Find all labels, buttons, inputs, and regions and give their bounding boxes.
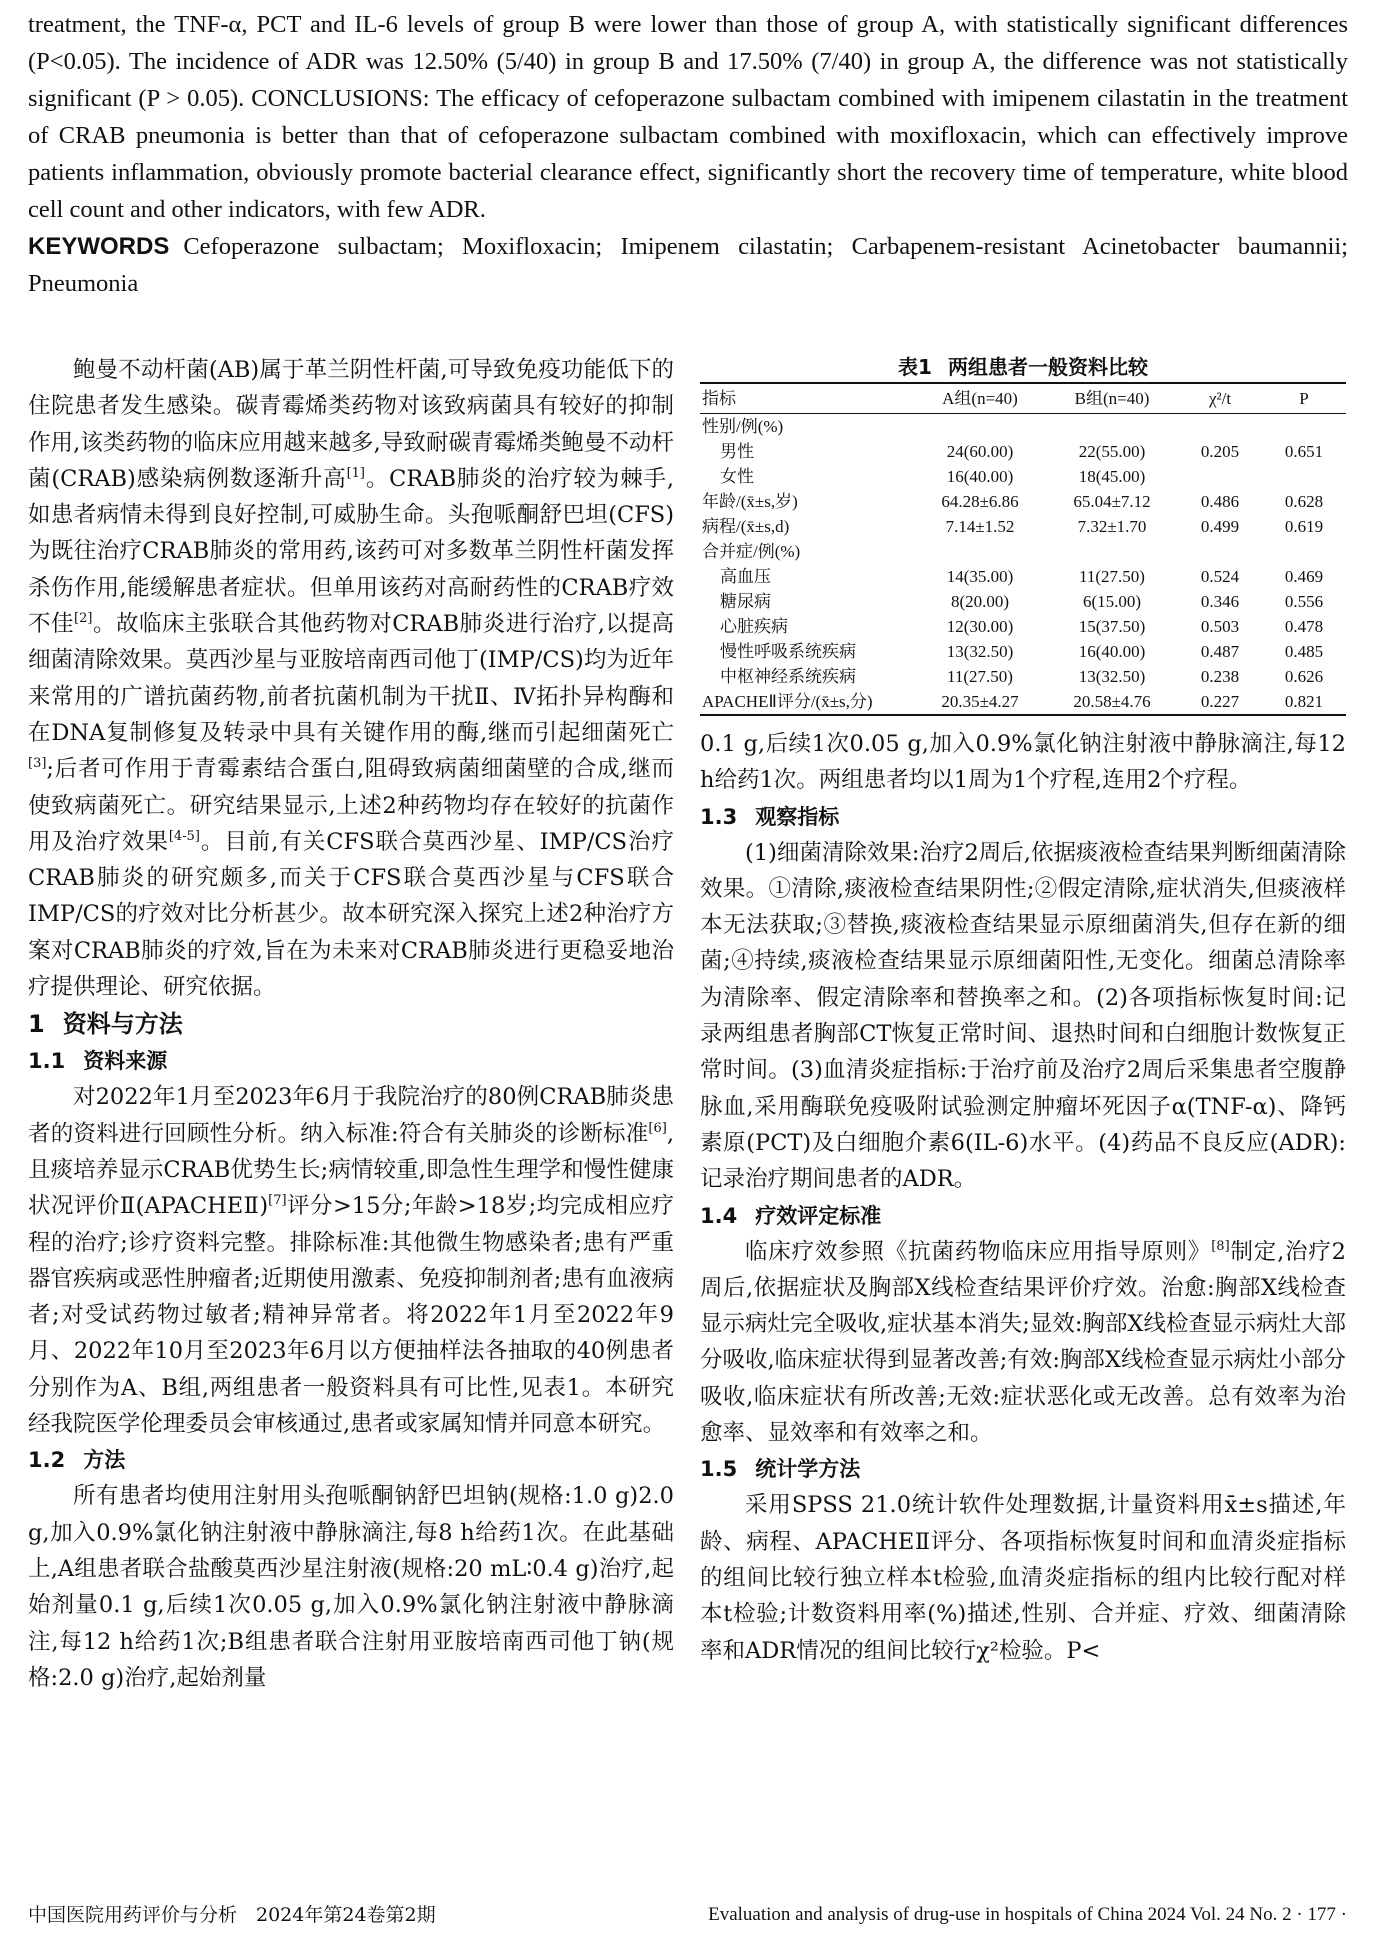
table-row [700, 464, 1346, 489]
citation[interactable]: [8] [1211, 1238, 1230, 1254]
section-heading-1-4: 1.4 疗效评定标准 [700, 1203, 882, 1228]
table-row [700, 414, 1346, 440]
table-row [700, 589, 1346, 614]
row-label: 合并症/例(%) [702, 542, 801, 561]
header-indicator: 指标 [700, 383, 914, 414]
methods-paragraph: 所有患者均使用注射用头孢哌酮钠舒巴坦钠(规格:1.0 g)2.0 g,加入0.9%氯化钠注射液中静脉滴注,每8 h给药1次。在此基础上,A组患者联合盐酸莫西沙星注射液(规格:20 mL∶0.4 g)治疗,起始剂量0.1 g,后续1次0.05 g,加入0.9%氯化钠注射液中静脉滴注,每12 h给药1次;B组患者联合注射用亚胺培南西司他丁钠(规格:2.0 g)治疗,起始剂量 [28, 1483, 674, 1691]
p-value: 0.821 [1262, 689, 1346, 715]
group-b-value: 18(45.00) [1078, 467, 1146, 486]
p-value [1262, 414, 1346, 440]
p-value: 0.626 [1284, 667, 1324, 686]
section-heading-1: 1 资料与方法 [28, 1010, 183, 1039]
stat-value: 0.499 [1200, 517, 1240, 536]
p-value: 0.619 [1284, 517, 1324, 536]
statistics-paragraph: 采用SPSS 21.0统计软件处理数据,计量资料用x̄±s描述,年龄、病程、APACHEⅡ评分、各项指标恢复时间和血清炎症指标的组间比较行独立样本t检验,血清炎症指标的组内比较行配对样本t检验;计数资料用率(%)描述,性别、合并症、疗效、细菌清除率和ADR情况的组间比较行χ²检验。P< [700, 1492, 1346, 1664]
group-a-value [914, 414, 1046, 440]
group-b-value: 13(32.50) [1078, 667, 1146, 686]
header-p: P [1262, 383, 1346, 414]
p-value [1262, 464, 1346, 489]
p-value: 0.651 [1284, 442, 1324, 461]
group-b-value: 65.04±7.12 [1073, 492, 1151, 511]
p-value [1262, 539, 1346, 564]
table-row [700, 439, 1346, 464]
row-label: 女性 [720, 467, 754, 486]
keywords-text: Cefoperazone sulbactam; Moxifloxacin; Imipenem cilastatin; Carbapenem-resistant Acinetobacter baumannii; Pneumonia [28, 233, 1348, 297]
citation[interactable]: [7] [268, 1193, 287, 1209]
data-source-paragraph: 对2022年1月至2023年6月于我院治疗的80例CRAB肺炎患者的资料进行回顾性分析。纳入标准:符合有关肺炎的诊断标准[6],且痰培养显示CRAB优势生长;病情较重,即急性生理学和慢性健康状况评价Ⅱ(APACHEⅡ)[7]评分>15分;年龄>18岁;均完成相应疗程的治疗;诊疗资料完整。排除标准:其他微生物感染者;患有严重器官疾病或恶性肿瘤者;近期使用激素、免疫抑制剂者;患有血液病者;对受试药物过敏者;精神异常者。将2022年1月至2022年9月、2022年10月至2023年6月以方便抽样法各抽取的40例患者分别作为A、B组,两组患者一般资料具有可比性,见表1。本研究经我院医学伦理委员会审核通过,患者或家属知情并同意本研究。 [28, 1084, 674, 1438]
row-label: 慢性呼吸系统疾病 [720, 642, 856, 661]
group-a-value [914, 539, 1046, 564]
table-row [700, 514, 1346, 539]
left-column [28, 352, 674, 1696]
english-abstract [28, 6, 1348, 302]
group-a-value: 8(20.00) [950, 592, 1010, 611]
citation[interactable]: [2] [74, 611, 93, 627]
citation[interactable]: [6] [648, 1120, 667, 1136]
group-b-value: 16(40.00) [1078, 642, 1146, 661]
p-value: 0.478 [1284, 617, 1324, 636]
section-heading-1-5: 1.5 统计学方法 [700, 1457, 861, 1482]
stat-value: 0.524 [1200, 567, 1240, 586]
right-column [700, 352, 1346, 1669]
p-value: 0.556 [1284, 592, 1324, 611]
group-b-value [1046, 539, 1178, 564]
table-row [700, 539, 1346, 564]
section-heading-1-3: 1.3 观察指标 [700, 804, 840, 829]
group-a-value: 7.14±1.52 [945, 517, 1015, 536]
row-label: 中枢神经系统疾病 [720, 667, 856, 686]
group-b-value: 22(55.00) [1078, 442, 1146, 461]
observation-paragraph: (1)细菌清除效果:治疗2周后,依据痰液检查结果判断细菌清除效果。①清除,痰液检查结果阴性;②假定清除,症状消失,但痰液样本无法获取;③替换,痰液检查结果显示原细菌消失,但存在新的细菌;④持续,痰液检查结果显示原细菌阳性,无变化。细菌总清除率为清除率、假定清除率和替换率之和。(2)各项指标恢复时间:记录两组患者胸部CT恢复正常时间、退热时间和白细胞计数恢复正常时间。(3)血清炎症指标:于治疗前及治疗2周后采集患者空腹静脉血,采用酶联免疫吸附试验测定肿瘤坏死因子α(TNF-α)、降钙素原(PCT)及白细胞介素6(IL-6)水平。(4)药品不良反应(ADR):记录治疗期间患者的ADR。 [700, 839, 1346, 1193]
intro-paragraph: 鲍曼不动杆菌(AB)属于革兰阴性杆菌,可导致免疫功能低下的住院患者发生感染。碳青霉烯类药物对该致病菌具有较好的抑制作用,该类药物的临床应用越来越多,导致耐碳青霉烯类鲍曼不动杆菌(CRAB)感染病例数逐渐升高[1]。CRAB肺炎的治疗较为棘手,如患者病情未得到良好控制,可威胁生命。头孢哌酮舒巴坦(CFS)为既往治疗CRAB肺炎的常用药,该药可对多数革兰阴性杆菌发挥杀伤作用,能缓解患者症状。但单用该药对高耐药性的CRAB疗效不佳[2]。故临床主张联合其他药物对CRAB肺炎进行治疗,以提高细菌清除效果。莫西沙星与亚胺培南西司他丁(IMP/CS)均为近年来常用的广谱抗菌药物,前者抗菌机制为干扰Ⅱ、Ⅳ拓扑异构酶和在DNA复制修复及转录中具有关键作用的酶,继而引起细菌死亡[3];后者可作用于青霉素结合蛋白,阻碍致病菌细菌壁的合成,继而使致病菌死亡。研究结果显示,上述2种药物均存在较好的抗菌作用及治疗效果[4-5]。目前,有关CFS联合莫西沙星、IMP/CS治疗CRAB肺炎的研究颇多,而关于CFS联合莫西沙星与CFS联合IMP/CS的疗效对比分析甚少。故本研究深入探究上述2种治疗方案对CRAB肺炎的疗效,旨在为未来对CRAB肺炎进行更稳妥地治疗提供理论、研究依据。 [28, 357, 674, 1001]
row-label: 年龄/(x̄±s,岁) [702, 492, 798, 511]
stat-value [1178, 464, 1262, 489]
stat-value: 0.227 [1178, 689, 1262, 715]
group-a-value: 64.28±6.86 [941, 492, 1019, 511]
row-label: 高血压 [720, 567, 771, 586]
stat-value [1178, 414, 1262, 440]
group-b-value: 20.58±4.76 [1046, 689, 1178, 715]
p-value: 0.485 [1284, 642, 1324, 661]
header-group-b: B组(n=40) [1046, 383, 1178, 414]
row-label: 男性 [720, 442, 754, 461]
citation[interactable]: [4-5] [168, 828, 200, 844]
section-heading-1-2: 1.2 方法 [28, 1448, 126, 1473]
row-label: APACHEⅡ评分/(x̄±s,分) [700, 689, 914, 715]
table-row [700, 689, 1346, 715]
group-a-value: 24(60.00) [946, 442, 1014, 461]
header-group-a: A组(n=40) [914, 383, 1046, 414]
stat-value [1178, 539, 1262, 564]
group-a-value: 20.35±4.27 [914, 689, 1046, 715]
stat-value: 0.486 [1200, 492, 1240, 511]
group-a-value: 14(35.00) [946, 567, 1014, 586]
keywords-line [28, 228, 1348, 302]
table-title: 表1 两组患者一般资料比较 [898, 355, 1148, 379]
baseline-table [700, 382, 1346, 716]
group-a-value: 16(40.00) [946, 467, 1014, 486]
row-label: 糖尿病 [720, 592, 771, 611]
section-heading-1-1: 1.1 资料来源 [28, 1049, 168, 1074]
p-value: 0.628 [1284, 492, 1324, 511]
footer-journal-en: Evaluation and analysis of drug-use in hospitals of China 2024 Vol. 24 No. 2 · 177 · [708, 1904, 1347, 1925]
table-header-row [700, 383, 1346, 414]
stat-value: 0.205 [1200, 442, 1240, 461]
stat-value: 0.503 [1200, 617, 1240, 636]
group-b-value: 6(15.00) [1082, 592, 1142, 611]
citation[interactable]: [1] [346, 465, 365, 481]
table-row [700, 639, 1346, 664]
group-a-value: 12(30.00) [946, 617, 1014, 636]
group-b-value [1046, 414, 1178, 440]
header-stat: χ²/t [1178, 383, 1262, 414]
abstract-text: treatment, the TNF-α, PCT and IL-6 levels of group B were lower than those of group A, with statistically significant differences (P<0.05). The incidence of ADR was 12.50% (5/40) in group B and 17.50% (7/40) in group A, the difference was not statistically significant (P > 0.05). CONCLUSIONS: The efficacy of cefoperazone sulbactam combined with imipenem cilastatin in the treatment of CRAB pneumonia is better than that of cefoperazone sulbactam combined with moxifloxacin, which can effectively improve patients inflammation, obviously promote bacterial clearance effect, significantly short the recovery time of temperature, white blood cell count and other indicators, with few ADR. [28, 11, 1348, 223]
methods-continued: 0.1 g,后续1次0.05 g,加入0.9%氯化钠注射液中静脉滴注,每12 h给药1次。两组患者均以1周为1个疗程,连用2个疗程。 [700, 731, 1346, 794]
citation[interactable]: [3] [28, 756, 47, 772]
row-label: 心脏疾病 [720, 617, 788, 636]
table-row [700, 489, 1346, 514]
row-label: 病程/(x̄±s,d) [702, 517, 790, 536]
footer-journal-cn: 中国医院用药评价与分析 2024年第24卷第2期 [28, 1904, 436, 1926]
criteria-paragraph: 临床疗效参照《抗菌药物临床应用指导原则》[8]制定,治疗2周后,依据症状及胸部X线检查结果评价疗效。治愈:胸部X线检查显示病灶完全吸收,症状基本消失;显效:胸部X线检查显示病灶大部分吸收,临床症状得到显著改善;有效:胸部X线检查显示病灶小部分吸收,临床症状有所改善;无效:症状恶化或无改善。总有效率为治愈率、显效率和有效率之和。 [700, 1238, 1346, 1447]
table-row [700, 664, 1346, 689]
p-value: 0.469 [1284, 567, 1324, 586]
row-label: 性别/例(%) [702, 417, 784, 436]
table-row [700, 614, 1346, 639]
stat-value: 0.238 [1200, 667, 1240, 686]
stat-value: 0.346 [1200, 592, 1240, 611]
group-b-value: 15(37.50) [1078, 617, 1146, 636]
group-b-value: 7.32±1.70 [1077, 517, 1147, 536]
group-a-value: 11(27.50) [947, 667, 1013, 686]
table-row [700, 564, 1346, 589]
group-b-value: 11(27.50) [1079, 567, 1145, 586]
keywords-label: KEYWORDS [28, 233, 170, 260]
group-a-value: 13(32.50) [946, 642, 1014, 661]
stat-value: 0.487 [1200, 642, 1240, 661]
